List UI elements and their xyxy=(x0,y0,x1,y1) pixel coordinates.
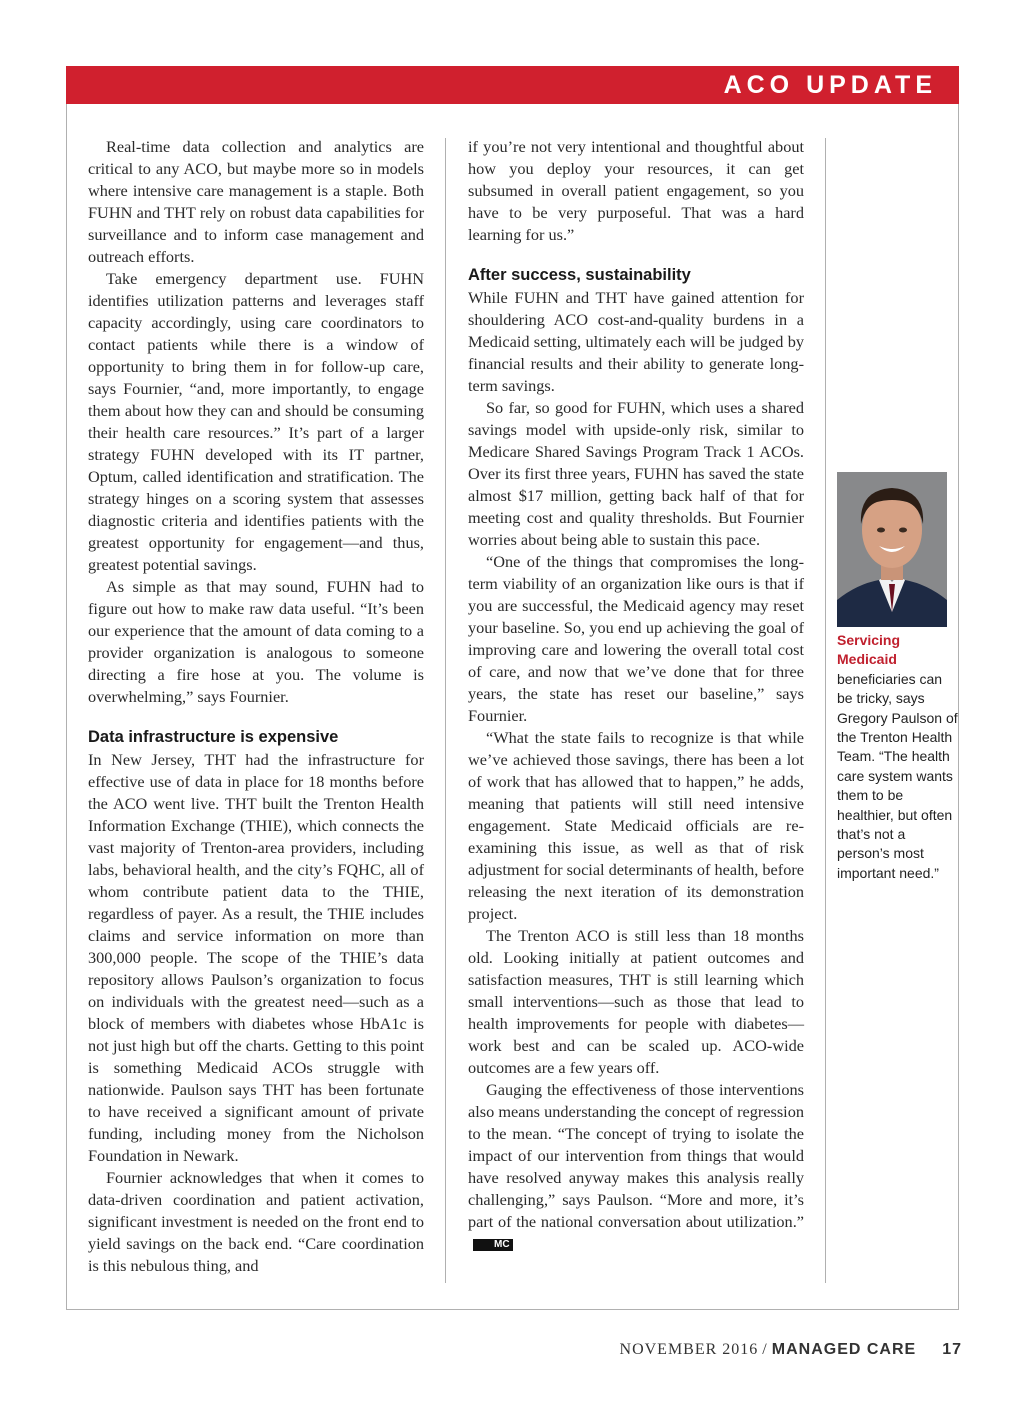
issue-date: NOVEMBER 2016 xyxy=(619,1341,759,1358)
subheading: Data infrastructure is expensive xyxy=(88,728,339,746)
end-mark-icon: MC xyxy=(473,1239,513,1251)
article-column-2 xyxy=(468,136,804,1255)
paragraph: “What the state fails to recognize is that while we’ve achieved those savings, there has been a lot of work that has allowed that to happen,” he adds, meaning that patients will still need intensive engagement. State Medicaid officials are re-examining this issue, as well as that of risk adjustment for social determinants of health, before releasing the next iteration of its demonstration project. xyxy=(468,728,804,923)
paragraph: While FUHN and THT have gained attention for shouldering ACO cost-and-quality burdens in a Medicaid setting, ultimately each will be judged by financial results and their ability to generate long-term savings. xyxy=(468,288,804,395)
column-divider xyxy=(825,138,826,1283)
paragraph: So far, so good for FUHN, which uses a shared savings model with upside-only risk, similar to Medicare Shared Savings Program Track 1 ACOs. Over its first three years, FUHN has saved the state almost $17 million, getting back half of that for meeting cost and quality thresholds. But Fournier worries about being able to sustain this pace. xyxy=(468,398,804,549)
page-number: 17 xyxy=(942,1341,962,1358)
paragraph: if you’re not very intentional and thoughtful about how you deploy your resources, it can get subsumed in overall patient engagement, so you have to be very purposeful. That was a hard learning for us.” xyxy=(468,137,804,244)
paragraph: Take emergency department use. FUHN identifies utilization patterns and leverages staff capacity accordingly, using care coordinators to contact patients while there is a window of opportunity to bring them in for follow-up care, says Fournier, “and, more importantly, to engage them about how they can and should be consuming their health care resources.” It’s part of a larger strategy FUHN developed with its IT partner, Optum, called identification and stratification. The strategy hinges on a scoring system that assesses diagnostic criteria and identifies patients with the greatest opportunity for engagement—and thus, greatest potential savings. xyxy=(88,269,424,574)
portrait-illustration xyxy=(837,472,947,627)
subheading: After success, sustainability xyxy=(468,266,691,284)
article-column-1 xyxy=(88,136,424,1277)
magazine-name: MANAGED CARE xyxy=(771,1341,917,1358)
paragraph: Fournier acknowledges that when it comes to data-driven coordination and patient activation, significant investment is needed on the front end to yield savings on the back end. “Care coordination is this nebulous thing, and xyxy=(88,1168,424,1275)
section-banner xyxy=(66,66,959,104)
portrait-photo xyxy=(837,472,947,627)
paragraph: The Trenton ACO is still less than 18 months old. Looking initially at patient outcomes and satisfaction measures, THT is still learning which small interventions—such as those that lead to health improvements for people with diabetes—work best and can be scaled up. ACO-wide outcomes are a few years off. xyxy=(468,926,804,1077)
paragraph xyxy=(468,1079,804,1255)
footer-separator: / xyxy=(762,1341,768,1358)
column-divider xyxy=(445,138,446,1283)
section-title: ACO UPDATE xyxy=(723,71,937,99)
photo-caption xyxy=(837,631,959,883)
paragraph-text: Gauging the effectiveness of those interventions also means understanding the concept of regression to the mean. “The concept of trying to isolate the impact of our intervention from things that would have resolved anyway makes this analysis really challenging,” says Paulson. “More and more, it’s part of the national conversation about utilization.” xyxy=(468,1080,804,1231)
paragraph: In New Jersey, THT had the infrastructure for effective use of data in place for 18 months before the ACO went live. THT built the Trenton Health Information Exchange (THIE), which connects the vast majority of Trenton-area providers, including labs, behavioral health, and the city’s FQHC, all of whom contribute patient data to the THIE, regardless of payer. As a result, the THIE includes claims and service information on more than 300,000 people. The scope of the THIE’s data repository allows Paulson’s organization to focus on individuals with the greatest need—such as a block of members with diabetes whose HbA1c is not just high but off the charts. Getting to this point is something Medicaid ACOs struggle with nationwide. Paulson says THT has been fortunate to have received a significant amount of private funding, including money from the Nicholson Foundation in Newark. xyxy=(88,750,424,1165)
caption-head: Servicing Medicaid xyxy=(837,632,901,668)
paragraph: “One of the things that compromises the long-term viability of an organization like ours is that if you are successful, the Medicaid agency may reset your baseline. So, you end up achieving the goal of improving care and lowering the overall total cost of care, and now that we’ve done that for three years, the state has reset our baseline,” says Fournier. xyxy=(468,552,804,725)
paragraph: Real-time data collection and analytics are critical to any ACO, but maybe more so in models where intensive care management is a staple. Both FUHN and THT rely on robust data capabilities for surveillance and to inform case management and outreach efforts. xyxy=(88,137,424,266)
paragraph: As simple as that may sound, FUHN had to figure out how to make raw data useful. “It’s been our experience that the amount of data coming to a provider organization is analogous to someone directing a fire hose at you. The volume is overwhelming,” says Fournier. xyxy=(88,577,424,706)
page-footer xyxy=(620,1341,962,1359)
caption-body: beneficiaries can be tricky, says Gregory Paulson of the Trenton Health Team. “The health care system wants them to be healthier, but often that’s not a person’s most important need.” xyxy=(837,670,958,881)
